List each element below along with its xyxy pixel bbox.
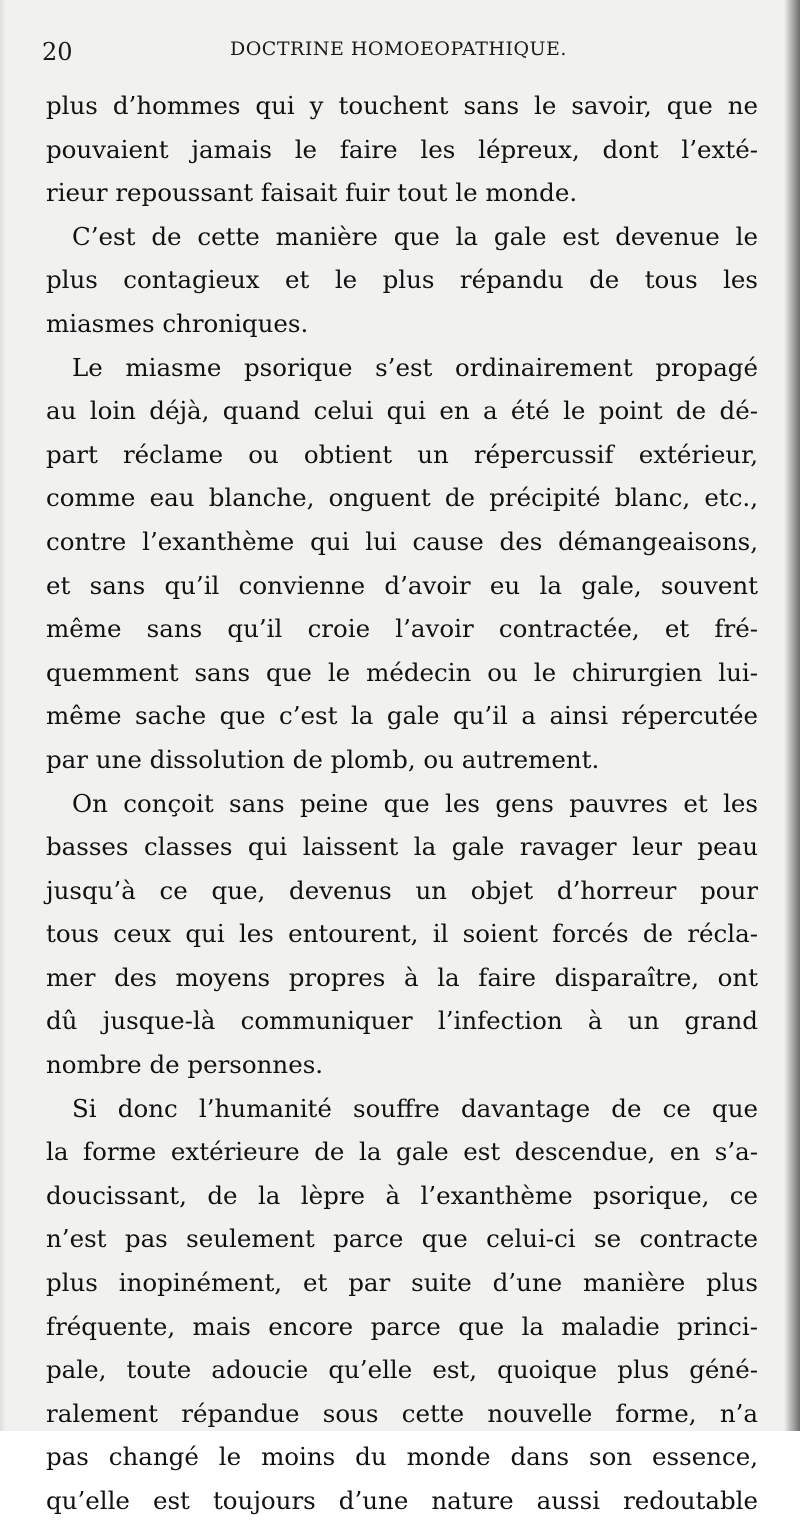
text-line: rieur repoussant faisait fuir tout le monde.: [46, 178, 578, 208]
running-title: DOCTRINE HOMOEOPATHIQUE.: [230, 38, 567, 60]
text-line: doucissant, de la lèpre à l’exanthème psorique, ce: [46, 1180, 758, 1210]
text-line: par une dissolution de plomb, ou autrement.: [46, 744, 600, 774]
text-line: plus contagieux et le plus répandu de tous les: [46, 265, 758, 295]
text-line: nombre de personnes.: [46, 1050, 324, 1080]
text-line: même sans qu’il croie l’avoir contractée, et fré-: [46, 614, 758, 644]
text-line: comme eau blanche, onguent de précipité blanc, etc.,: [46, 483, 758, 513]
text-line: plus inopinément, et par suite d’une manière plus: [46, 1268, 758, 1298]
text-line: Si donc l’humanité souffre davantage de ce que: [72, 1093, 758, 1123]
page-number: 20: [42, 38, 73, 66]
text-line: C’est de cette manière que la gale est devenue le: [72, 221, 758, 251]
text-line: dû jusque-là communiquer l’infection à un grand: [46, 1006, 758, 1036]
text-line: ralement répandue sous cette nouvelle forme, n’a: [46, 1398, 758, 1428]
text-line: tous ceux qui les entourent, il soient forcés de récla-: [46, 919, 758, 949]
text-line: et sans qu’il convienne d’avoir eu la gale, souvent: [46, 570, 758, 600]
text-line: la forme extérieure de la gale est descendue, en s’a-: [46, 1137, 758, 1167]
text-line: plus d’hommes qui y touchent sans le savoir, que ne: [46, 91, 758, 120]
text-line: Le miasme psorique s’est ordinairement propagé: [72, 352, 758, 382]
page-edge-shadow: [784, 0, 800, 1431]
text-line: mer des moyens propres à la faire disparaître, ont: [46, 962, 758, 992]
text-line: n’est pas seulement parce que celui-ci se contracte: [46, 1224, 758, 1254]
text-line: On conçoit sans peine que les gens pauvres et les: [72, 788, 758, 818]
page-gutter-shadow: [0, 0, 6, 1431]
body-text: [46, 84, 758, 1523]
text-line: même sache que c’est la gale qu’il a ainsi répercutée: [46, 701, 758, 731]
text-line: basses classes qui laissent la gale ravager leur peau: [46, 832, 758, 862]
text-line: pale, toute adoucie qu’elle est, quoique plus géné-: [46, 1355, 758, 1385]
text-line: miasmes chroniques.: [46, 308, 309, 338]
text-line: pouvaient jamais le faire les lépreux, dont l’exté-: [46, 134, 758, 164]
text-line: qu’elle est toujours d’une nature aussi redoutable: [46, 1486, 758, 1515]
text-line: jusqu’à ce que, devenus un objet d’horreur pour: [46, 875, 758, 905]
text-line: contre l’exanthème qui lui cause des démangeaisons,: [46, 526, 758, 556]
text-line: quemment sans que le médecin ou le chirurgien lui-: [46, 657, 758, 687]
text-line: au loin déjà, quand celui qui en a été le point de dé-: [46, 396, 758, 426]
running-head: [42, 32, 762, 72]
text-line: pas changé le moins du monde dans son essence,: [46, 1442, 758, 1472]
text-line: part réclame ou obtient un répercussif extérieur,: [46, 439, 758, 469]
text-line: fréquente, mais encore parce que la maladie princi-: [46, 1311, 758, 1341]
